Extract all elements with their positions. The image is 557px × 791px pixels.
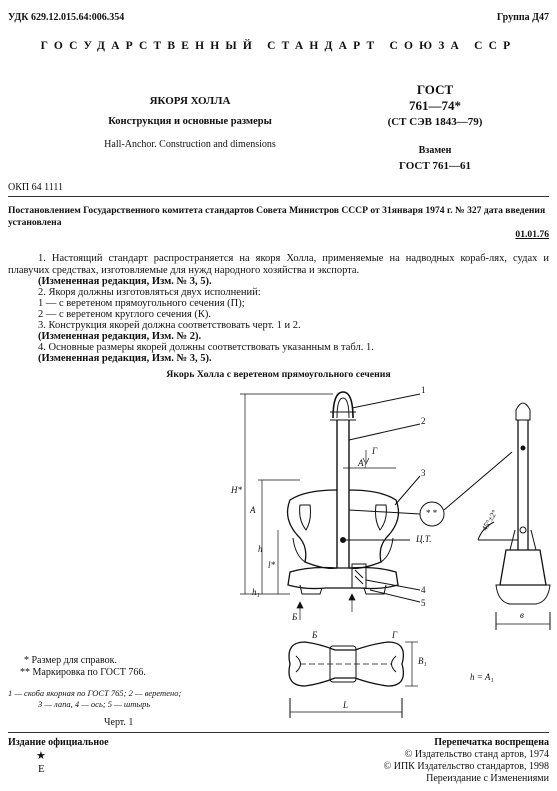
anchor-shank [337, 420, 349, 568]
center-of-gravity-mark [341, 538, 411, 543]
revision-note-3: (Измененная редакция, Изм. № 2). [38, 331, 202, 342]
dimension-h-star: H* [231, 485, 242, 495]
dimension-h1: h₁ [252, 587, 260, 597]
dimension-a: A [250, 505, 256, 515]
footnote-reference-size: * Размер для справок. [24, 655, 117, 666]
paragraph-3: 3. Конструкция якорей должна соответствовать черт. 1 и 2. [38, 320, 301, 331]
copyright-1974: © Издательство станд артов, 1974 [404, 749, 549, 760]
dimension-l: L [343, 700, 349, 710]
callout-4: 4 [421, 585, 426, 595]
callout-2: 2 [421, 416, 426, 426]
marking-label: * * [426, 508, 438, 518]
dimension-l-star: l* [268, 560, 276, 570]
gost-label: ГОСТ [416, 82, 454, 97]
anchor-plan-view [289, 642, 418, 718]
callout-3: 3 [421, 468, 426, 478]
introduction-date: 01.01.76 [515, 229, 549, 240]
dimension-h: h [258, 544, 263, 554]
view-g-heading: Г [392, 630, 398, 640]
paragraph-4: 4. Основные размеры якорей должны соответствовать указанным в табл. 1. [38, 342, 374, 353]
footer-divider [8, 732, 549, 733]
dimension-b: в [520, 610, 524, 620]
callout-5: 5 [421, 598, 426, 608]
callout-leaders [349, 394, 420, 602]
revision-note-1: (Измененная редакция, Изм. № 3, 5). [38, 276, 212, 287]
copyright-1998: © ИПК Издательство стандартов, 1998 [383, 761, 549, 772]
dimension-lines [240, 394, 396, 620]
doc-subtitle: Конструкция и основные размеры [108, 116, 272, 127]
reprint-prohibited: Перепечатка воспрещена [434, 737, 549, 748]
doc-title-en: Hall-Anchor. Construction and dimensions [104, 139, 276, 150]
anchor-shackle [330, 392, 356, 420]
callout-1: 1 [421, 385, 426, 395]
header-divider [8, 196, 549, 197]
paragraph-2-item-2: 2 — с веретеном круглого сечения (К). [38, 309, 212, 320]
anchor-flukes [288, 490, 399, 568]
paragraph-1: 1. Настоящий стандарт распространяется на якоря Холла, применяемые на надводных кораб-лях, судах и плавучих средствах, изготовляемые для нужд народного хозяйства и экспорта. [8, 253, 549, 276]
anchor-drawing [0, 380, 557, 740]
doc-title: ЯКОРЯ ХОЛЛА [149, 95, 231, 107]
footnote-marking: ** Маркировка по ГОСТ 766. [20, 667, 146, 678]
formula-h-equals-a1: h = A₁ [470, 672, 494, 682]
legend-line-2: 3 — лапа, 4 — ось; 5 — штырь [38, 699, 151, 709]
paragraph-2-item-1: 1 — с веретеном прямоугольного сечения (П); [38, 298, 245, 309]
gost-number: 761—74* [409, 98, 461, 113]
legend-line-1: 1 — скоба якорная по ГОСТ 765; 2 — веретено; [8, 688, 182, 698]
sev-number: (СТ СЭВ 1843—79) [387, 116, 483, 128]
replaces-label: Взамен [418, 145, 452, 156]
revision-note-4: (Измененная редакция, Изм. № 3, 5). [38, 353, 212, 364]
dimension-a1: A₁ [358, 458, 367, 468]
udk-code: УДК 629.12.015.64:006.354 [8, 12, 125, 23]
angle-label: 45°±2° [480, 508, 500, 533]
view-b-heading: Б [312, 630, 318, 640]
view-arrow-g-label: Г [372, 446, 378, 456]
figure-caption: Черт. 1 [104, 717, 134, 728]
okp-code: ОКП 64 1111 [8, 182, 63, 193]
figure-title: Якорь Холла с веретеном прямоугольного сечения [166, 369, 391, 380]
official-edition: Издание официальное [8, 737, 109, 748]
center-of-gravity-label: Ц.Т. [416, 534, 432, 544]
view-arrow-b-label: Б [292, 612, 298, 622]
edition-letter: E [38, 763, 45, 775]
paragraph-2: 2. Якоря должны изготовляться двух исполнений: [38, 287, 261, 298]
anchor-crown [288, 564, 398, 594]
decree-text: Постановлением Государственного комитета стандартов Совета Министров СССР от 31января 1974 г. № 327 дата введения установлена [8, 205, 546, 228]
state-standard-banner: ГОСУДАРСТВЕННЫЙ СТАНДАРТ СОЮЗА ССР [40, 40, 517, 52]
star-mark: ★ [36, 750, 46, 762]
replaced-standard: ГОСТ 761—61 [399, 160, 471, 172]
dimension-b1: B₁ [418, 656, 427, 666]
reissue-note: Переиздание с Изменениями [426, 773, 549, 784]
group-code: Группа Д47 [496, 12, 549, 23]
